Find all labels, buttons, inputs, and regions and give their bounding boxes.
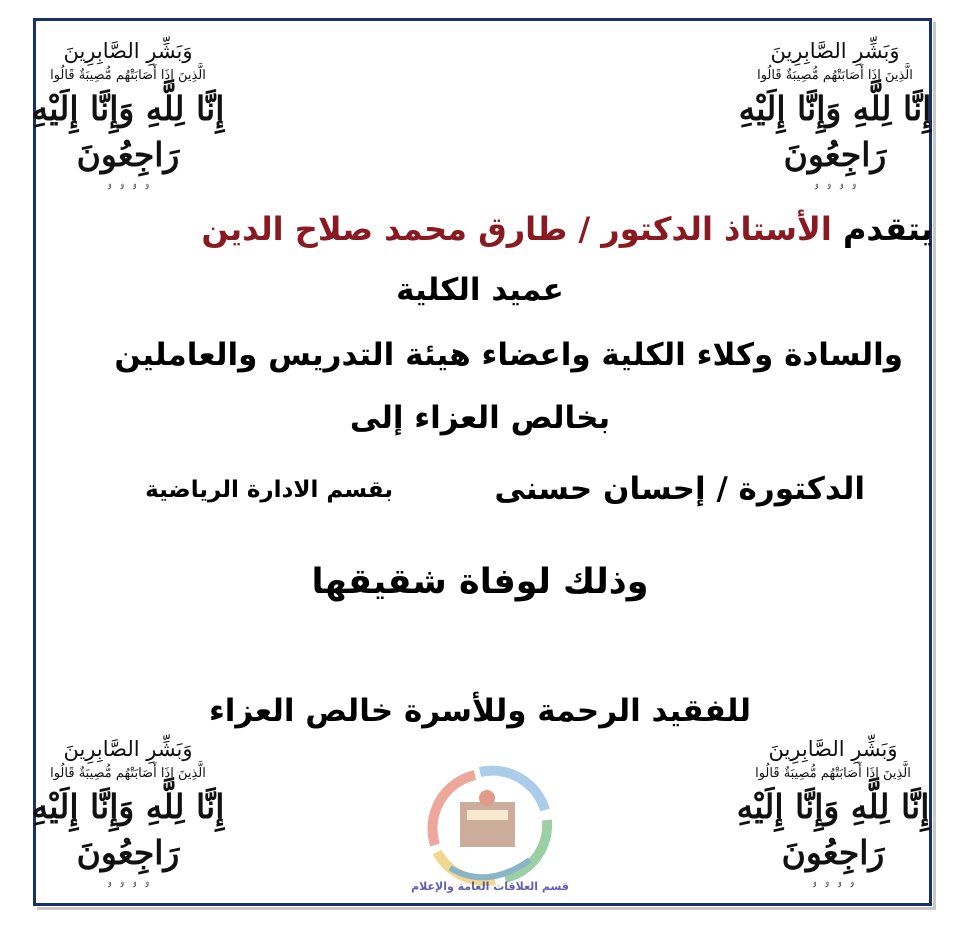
verse-line-1: وَبَشِّرِ الصَّابِرِينَ [768,737,898,761]
verse-line-1: وَبَشِّرِ الصَّابِرِينَ [63,39,193,63]
verse-ornament: ۥ ۥ ۥ ۥ [106,175,150,200]
verse-ornament: ۥ ۥ ۥ ۥ [106,873,150,898]
verse-calligraphy-bottom-left [28,734,228,898]
condolence-line-1 [201,210,933,248]
verse-line-2: الَّذِينَ إِذَا أَصَابَتْهُم مُّصِيبَةٌ قَالُوا [755,766,911,781]
dean-title: عميد الكلية [396,272,564,308]
verse-calligraphy-top-left [28,36,228,200]
dean-name: الأستاذ الدكتور / طارق محمد صلاح الدين [201,210,832,248]
verse-ornament: ۥ ۥ ۥ ۥ [811,873,855,898]
verse-line-2: الَّذِينَ إِذَا أَصَابَتْهُم مُّصِيبَةٌ قَالُوا [50,766,206,781]
verse-calligraphy-bottom-right [733,734,933,898]
verse-calligraphy-top-right [735,36,935,200]
verse-line-2: الَّذِينَ إِذَا أَصَابَتْهُم مُّصِيبَةٌ قَالُوا [50,68,206,83]
verse-ornament: ۥ ۥ ۥ ۥ [813,175,857,200]
verse-line-3: إِنَّا لِلَّهِ وَإِنَّا إِلَيْهِ رَاجِعُونَ [31,787,225,872]
logo-caption: قسم العلاقات العامة والإعلام [411,880,569,893]
verse-line-1: وَبَشِّرِ الصَّابِرِينَ [63,737,193,761]
verse-line-1: وَبَشِّرِ الصَّابِرِينَ [770,39,900,63]
condolence-line-3: والسادة وكلاء الكلية واعضاء هيئة التدريس والعاملين [114,337,903,373]
portal-logo-watermark [405,750,570,900]
recipient-department: بقسم الادارة الرياضية [145,477,393,503]
verse-line-3: إِنَّا لِلَّهِ وَإِنَّا إِلَيْهِ رَاجِعُونَ [31,89,225,174]
verse-line-3: إِنَّا لِلَّهِ وَإِنَّا إِلَيْهِ رَاجِعُونَ [738,89,932,174]
offering-verb: يتقدم [842,210,933,248]
recipient-name: الدكتورة / إحسان حسنى [494,471,865,507]
verse-line-2: الَّذِينَ إِذَا أَصَابَتْهُم مُّصِيبَةٌ قَالُوا [757,68,913,83]
condolence-line-4: بخالص العزاء إلى [349,400,611,436]
condolence-reason: وذلك لوفاة شقيقها [311,562,649,602]
closing-line: للفقيد الرحمة وللأسرة خالص العزاء [208,693,752,729]
verse-line-3: إِنَّا لِلَّهِ وَإِنَّا إِلَيْهِ رَاجِعُونَ [736,787,930,872]
